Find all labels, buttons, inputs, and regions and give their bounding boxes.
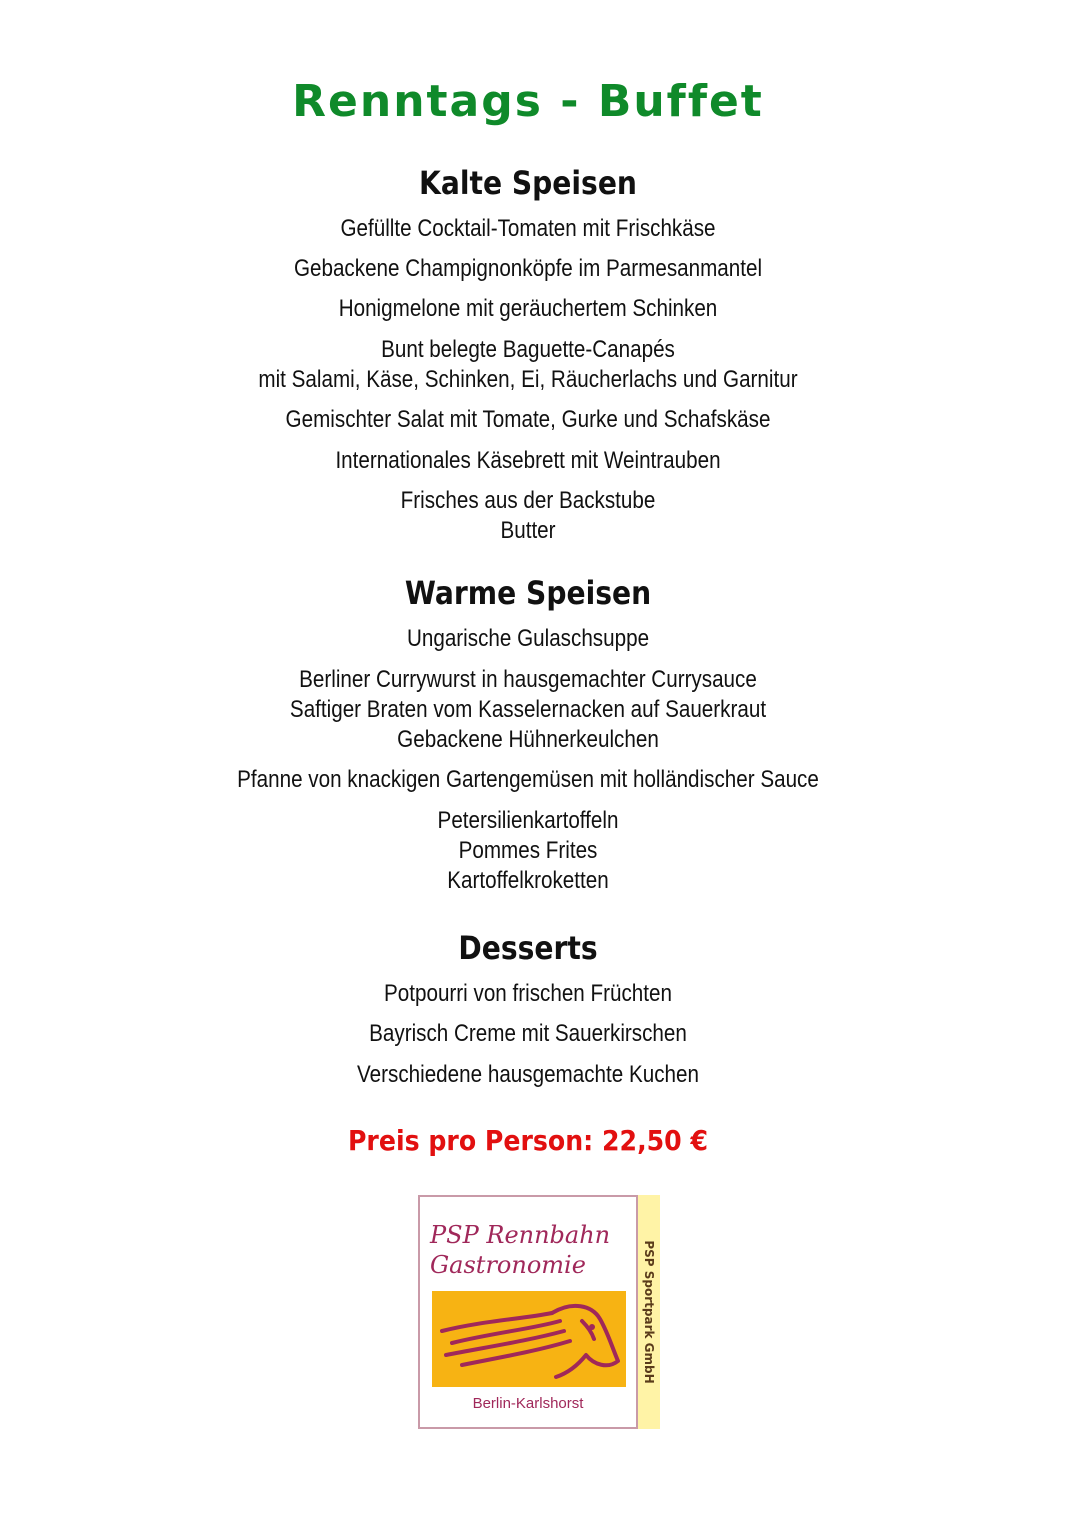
menu-item: Potpourri von frischen Früchten: [384, 980, 672, 1007]
horse-head-icon: [432, 1291, 626, 1387]
logo-side-text: PSP Sportpark GmbH: [642, 1240, 656, 1384]
menu-item: Saftiger Braten vom Kasselernacken auf Sauerkraut: [289, 696, 767, 723]
menu-item: Ungarische Gulaschsuppe: [406, 625, 650, 652]
logo-horse-panel: [432, 1291, 626, 1387]
logo-city: Berlin-Karlshorst: [472, 1395, 584, 1412]
menu-item: Frisches aus der Backstube: [400, 487, 656, 514]
menu-item: Kartoffelkroketten: [447, 867, 609, 894]
menu-item: Verschiedene hausgemachte Kuchen: [357, 1061, 699, 1088]
menu-item: mit Salami, Käse, Schinken, Ei, Räucherlachs und Garnitur: [258, 366, 798, 393]
logo-name-line2: Gastronomie: [430, 1251, 586, 1279]
menu-item: Berliner Currywurst in hausgemachter Currysauce: [299, 666, 757, 693]
menu-item: Butter: [500, 517, 556, 544]
menu-item: Petersilienkartoffeln: [437, 807, 619, 834]
company-logo: [418, 1195, 660, 1429]
menu-item: Honigmelone mit geräuchertem Schinken: [338, 295, 718, 322]
price-per-person: Preis pro Person: 22,50 €: [347, 1124, 709, 1157]
menu-item: Bayrisch Creme mit Sauerkirschen: [369, 1020, 687, 1047]
section-heading-warme-speisen: Warme Speisen: [404, 574, 652, 612]
menu-item: Gebackene Hühnerkeulchen: [397, 726, 659, 753]
menu-item: Gefüllte Cocktail-Tomaten mit Frischkäse: [340, 215, 716, 242]
menu-item: Gebackene Champignonköpfe im Parmesanmantel: [293, 255, 763, 282]
menu-item: Pfanne von knackigen Gartengemüsen mit holländischer Sauce: [237, 766, 819, 793]
page-title: Renntags - Buffet: [292, 76, 764, 127]
section-heading-desserts: Desserts: [458, 929, 598, 967]
menu-item: Bunt belegte Baguette-Canapés: [381, 336, 675, 363]
menu-item: Internationales Käsebrett mit Weintrauben: [335, 447, 721, 474]
logo-name-line1: PSP Rennbahn: [430, 1221, 611, 1249]
menu-item: Pommes Frites: [458, 837, 598, 864]
section-heading-kalte-speisen: Kalte Speisen: [419, 164, 637, 202]
menu-item: Gemischter Salat mit Tomate, Gurke und Schafskäse: [285, 406, 771, 433]
